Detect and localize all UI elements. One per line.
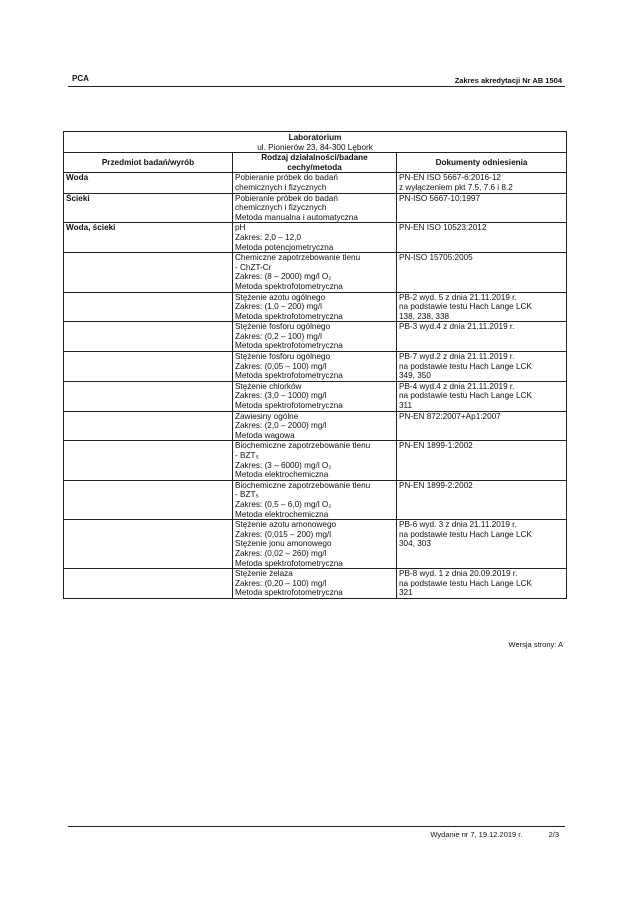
cell-activity: [233, 173, 397, 193]
header-org: PCA: [72, 74, 89, 83]
activity-line: Zakres: (0,2 – 100) mg/l: [235, 331, 322, 341]
documents-line: 138, 238, 338: [399, 311, 450, 321]
documents-line: z wyłączeniem pkt 7.5, 7.6 i 8.2: [399, 182, 513, 192]
activity-line: Biochemiczne zapotrzebowanie tlenu: [235, 480, 371, 490]
cell-documents: [397, 193, 567, 223]
table-row: [64, 381, 567, 411]
activity-line: Stężenie azotu ogólnego: [235, 292, 326, 302]
documents-line: PB-3 wyd.4 z dnia 21.11.2019 r.: [399, 322, 515, 332]
activity-line: Stężenie azotu amonowego: [235, 520, 337, 530]
table-row: [64, 253, 567, 292]
documents-line: PN-EN ISO 5667-6:2016-12: [399, 173, 501, 183]
activity-line: Metoda spektrofotometryczna: [235, 558, 343, 568]
activity-line: Zakres: 2,0 – 12,0: [235, 232, 301, 242]
cell-activity: [233, 253, 397, 292]
cell-subject: [64, 520, 233, 569]
activity-line: Pobieranie próbek do badań: [235, 193, 338, 203]
documents-line: PB-8 wyd. 1 z dnia 20.09.2019 r.: [399, 569, 518, 579]
cell-subject: [64, 292, 233, 322]
table-row: [64, 322, 567, 352]
page-version: Wersja strony: A: [508, 640, 563, 649]
documents-line: PB-6 wyd. 3 z dnia 21.11.2019 r.: [399, 520, 517, 530]
col-activity-header-line2: cechy/metoda: [287, 162, 342, 172]
activity-line: pH: [235, 223, 246, 233]
accreditation-table: [63, 131, 567, 599]
cell-documents: [397, 322, 567, 352]
cell-subject: Ścieki: [64, 193, 233, 223]
activity-line: chemicznych i fizycznych: [235, 182, 327, 192]
documents-line: 349, 350: [399, 371, 431, 381]
activity-line: Metoda spektrofotometryczna: [235, 371, 343, 381]
cell-documents: [397, 173, 567, 193]
activity-line: Stężenie jonu amonowego: [235, 539, 332, 549]
cell-activity: [233, 441, 397, 480]
activity-line: Zakres: (0,015 – 200) mg/l: [235, 529, 332, 539]
cell-documents: [397, 352, 567, 382]
cell-subject: [64, 381, 233, 411]
documents-line: na podstawie testu Hach Lange LCK: [399, 302, 532, 312]
activity-line: Metoda wagowa: [235, 430, 295, 440]
table-row: [64, 411, 567, 441]
documents-line: na podstawie testu Hach Lange LCK: [399, 361, 532, 371]
cell-activity: [233, 193, 397, 223]
cell-subject: [64, 322, 233, 352]
activity-line: chemicznych i fizycznych: [235, 203, 327, 213]
documents-line: 321: [399, 588, 413, 598]
activity-line: Zakres: (3 – 6000) mg/l O₂: [235, 460, 332, 470]
documents-line: PB-2 wyd. 5 z dnia 21.11.2019 r.: [399, 292, 517, 302]
documents-line: PB-4 wyd.4 z dnia 21.11.2019 r.: [399, 381, 515, 391]
documents-line: PN-EN 1899-2:2002: [399, 480, 473, 490]
lab-header: [64, 132, 567, 153]
table-row: [64, 292, 567, 322]
cell-documents: [397, 223, 567, 253]
activity-line: - BZT₅: [235, 451, 259, 460]
footer-page-number: 2/3: [548, 830, 559, 839]
cell-subject: [64, 441, 233, 480]
documents-line: na podstawie testu Hach Lange LCK: [399, 391, 532, 401]
activity-line: Metoda spektrofotometryczna: [235, 281, 343, 291]
activity-line: Zakres: (3,0 – 1000) mg/l: [235, 391, 327, 401]
activity-line: Chemiczne zapotrzebowanie tlenu: [235, 253, 361, 263]
cell-subject: Woda: [64, 173, 233, 193]
cell-documents: [397, 292, 567, 322]
activity-line: Biochemiczne zapotrzebowanie tlenu: [235, 441, 371, 451]
table-body: [64, 173, 567, 599]
cell-activity: [233, 322, 397, 352]
lab-address: ul. Pionierów 23, 84-300 Lębork: [257, 142, 373, 152]
activity-line: Metoda spektrofotometryczna: [235, 311, 343, 321]
cell-subject: Woda, ścieki: [64, 223, 233, 253]
table-row: [64, 480, 567, 519]
documents-line: PN-EN 872:2007+Ap1:2007: [399, 411, 501, 421]
documents-line: na podstawie testu Hach Lange LCK: [399, 578, 532, 588]
activity-line: - ChZT-Cr: [235, 262, 272, 272]
cell-activity: [233, 292, 397, 322]
activity-line: Metoda elektrochemiczna: [235, 470, 329, 480]
col-activity-header: [233, 153, 397, 173]
cell-activity: [233, 411, 397, 441]
activity-line: Zawiesiny ogólne: [235, 411, 299, 421]
activity-line: Pobieranie próbek do badań: [235, 173, 338, 183]
cell-documents: [397, 411, 567, 441]
cell-activity: [233, 381, 397, 411]
cell-subject: [64, 411, 233, 441]
table-row: [64, 173, 567, 193]
cell-documents: [397, 520, 567, 569]
activity-line: Zakres: (1,0 – 200) mg/l: [235, 302, 322, 312]
footer-divider: [68, 826, 565, 827]
documents-line: PB-7 wyd.2 z dnia 21.11.2019 r.: [399, 352, 515, 362]
cell-activity: [233, 480, 397, 519]
documents-line: PN-ISO 15705:2005: [399, 253, 473, 263]
cell-subject: [64, 569, 233, 599]
table-row: [64, 193, 567, 223]
documents-line: 304, 303: [399, 539, 431, 549]
activity-line: Metoda manualna i automatyczna: [235, 212, 358, 222]
cell-documents: [397, 253, 567, 292]
activity-line: Metoda spektrofotometryczna: [235, 341, 343, 351]
accreditation-table-wrapper: [63, 131, 566, 599]
table-row: [64, 569, 567, 599]
footer: [430, 830, 559, 839]
activity-line: Metoda potencjometryczna: [235, 242, 334, 252]
documents-line: PN-EN ISO 10523:2012: [399, 223, 487, 233]
activity-line: Zakres: (0,02 – 260) mg/l: [235, 548, 327, 558]
cell-documents: [397, 569, 567, 599]
activity-line: Stężenie chlorków: [235, 381, 302, 391]
col-activity-header-line1: Rodzaj działalności/badane: [261, 153, 368, 163]
table-row: [64, 223, 567, 253]
cell-documents: [397, 441, 567, 480]
table-row: [64, 520, 567, 569]
activity-line: Zakres: (0,05 – 100) mg/l: [235, 361, 327, 371]
documents-line: na podstawie testu Hach Lange LCK: [399, 529, 532, 539]
documents-line: PN-EN 1899-1:2002: [399, 441, 473, 451]
header-title: Zakres akredytacji Nr AB 1504: [454, 76, 562, 85]
activity-line: Metoda elektrochemiczna: [235, 509, 329, 519]
cell-subject: [64, 480, 233, 519]
activity-line: Stężenie fosforu ogólnego: [235, 352, 331, 362]
header-divider: [68, 86, 565, 87]
activity-line: Zakres: (0,5 – 6,0) mg/l O₂: [235, 499, 332, 509]
activity-line: Zakres: (8 – 2000) mg/l O₂: [235, 272, 332, 282]
cell-activity: [233, 520, 397, 569]
table-row: [64, 352, 567, 382]
activity-line: Stężenie fosforu ogólnego: [235, 322, 331, 332]
documents-line: PN-ISO 5667-10:1997: [399, 193, 481, 203]
col-documents-header: Dokumenty odniesienia: [397, 153, 567, 173]
cell-subject: [64, 253, 233, 292]
cell-documents: [397, 381, 567, 411]
activity-line: Stężenie żelaza: [235, 569, 293, 579]
activity-line: Zakres: (0,20 – 100) mg/l: [235, 578, 327, 588]
table-row: [64, 441, 567, 480]
cell-documents: [397, 480, 567, 519]
cell-subject: [64, 352, 233, 382]
activity-line: Metoda spektrofotometryczna: [235, 401, 343, 411]
activity-line: Metoda spektrofotometryczna: [235, 588, 343, 598]
cell-activity: [233, 569, 397, 599]
footer-edition: Wydanie nr 7, 19.12.2019 r.: [430, 830, 523, 839]
lab-title: Laboratorium: [288, 133, 342, 142]
activity-line: - BZT₅: [235, 490, 259, 500]
activity-line: Zakres: (2,0 – 2000) mg/l: [235, 421, 327, 431]
cell-activity: [233, 223, 397, 253]
col-subject-header: Przedmiot badań/wyrób: [64, 153, 233, 173]
documents-line: 311: [399, 401, 413, 411]
cell-activity: [233, 352, 397, 382]
